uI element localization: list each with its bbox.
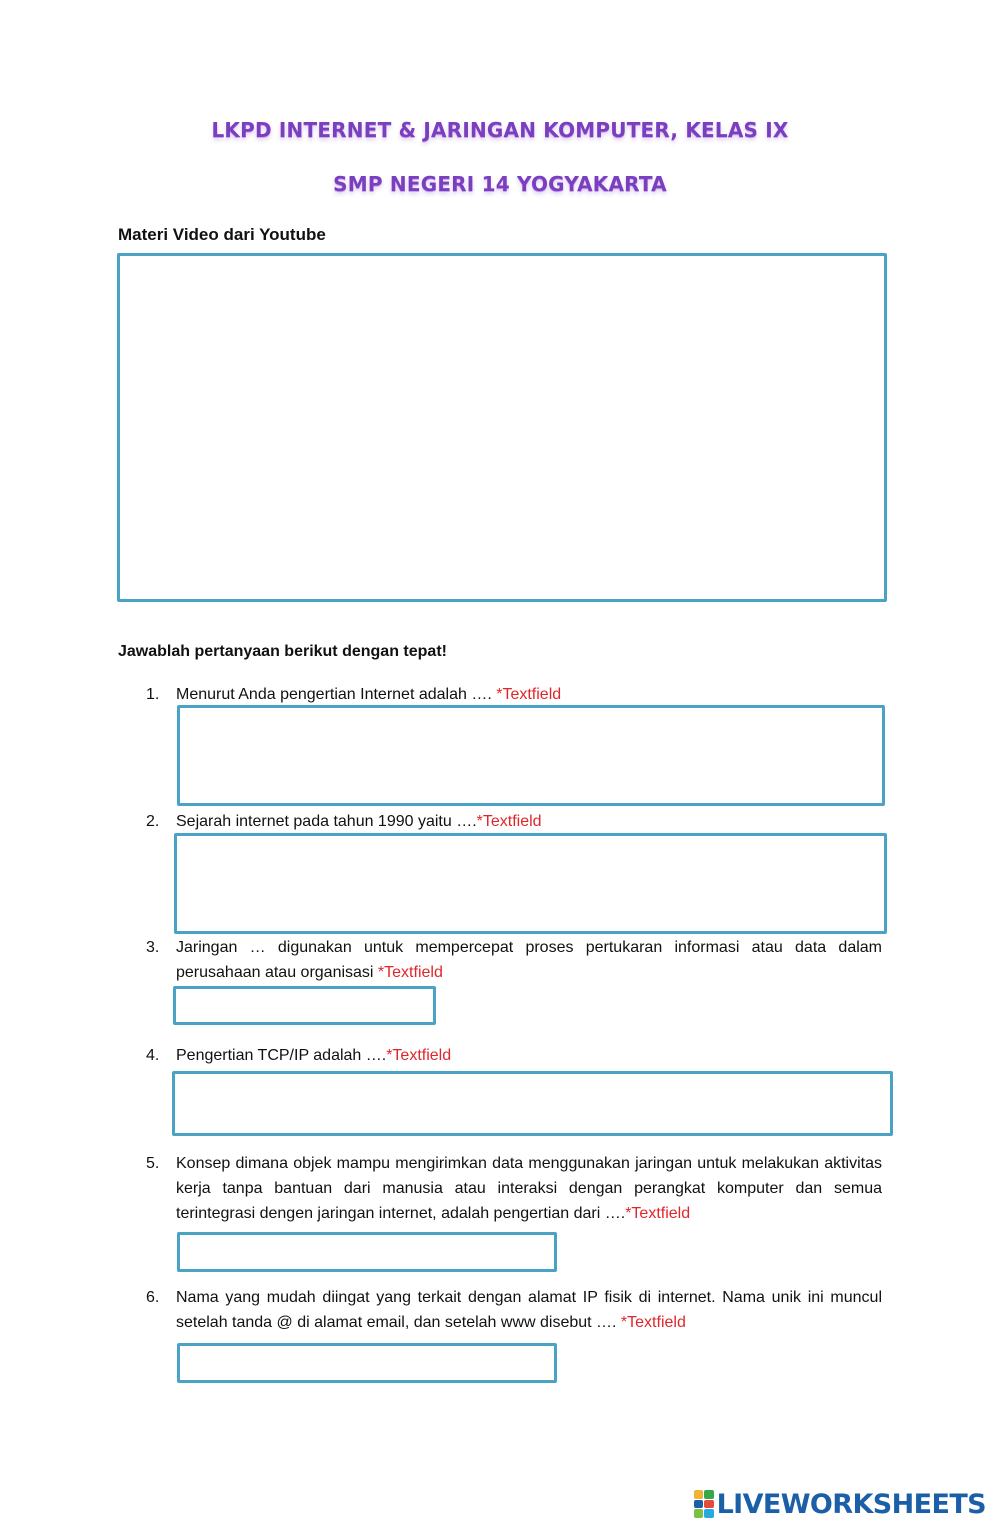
textfield-tag: *Textfield [476, 813, 542, 830]
school-name: SMP NEGERI 14 YOGYAKARTA [333, 172, 667, 196]
logo-tile [704, 1490, 714, 1499]
logo-tile [694, 1509, 704, 1518]
question-text [176, 1043, 882, 1068]
question-text [176, 1285, 882, 1335]
answer-field-5[interactable] [177, 1232, 557, 1272]
answer-field-4[interactable] [172, 1071, 893, 1136]
question-prompt: Konsep dimana objek mampu mengirimkan data menggunakan jaringan untuk melakukan aktivitas kerja tanpa bantuan dari manusia atau interaksi dengan perangkat komputer dan semua terintegrasi dengen jaringan internet, adalah pengertian dari …. [176, 1155, 882, 1222]
textfield-tag: *Textfield [496, 686, 562, 703]
video-embed-area[interactable] [117, 253, 887, 602]
answer-field-1[interactable] [177, 705, 885, 806]
question-1 [146, 682, 882, 707]
question-5 [146, 1151, 882, 1226]
textfield-tag: *Textfield [625, 1205, 691, 1222]
logo-text: LIVEWORKSHEETS [716, 1488, 986, 1520]
textfield-tag: *Textfield [386, 1047, 452, 1064]
question-number: 5. [146, 1155, 160, 1172]
question-text [176, 935, 882, 985]
textfield-tag: *Textfield [620, 1314, 686, 1331]
worksheet-title: LKPD INTERNET & JARINGAN KOMPUTER, KELAS IX [211, 118, 789, 142]
answer-field-2[interactable] [174, 833, 887, 934]
question-prompt: Pengertian TCP/IP adalah …. [176, 1047, 387, 1064]
question-2 [146, 809, 882, 834]
question-3 [146, 935, 882, 985]
liveworksheets-icon [694, 1490, 714, 1518]
textfield-tag: *Textfield [377, 964, 443, 981]
logo-tile [694, 1500, 704, 1509]
question-prompt: Sejarah internet pada tahun 1990 yaitu …. [176, 813, 477, 830]
question-6 [146, 1285, 882, 1335]
logo-tile [704, 1509, 714, 1518]
instruction-text: Jawablah pertanyaan berikut dengan tepat! [118, 643, 447, 660]
question-prompt: Jaringan … digunakan untuk mempercepat proses pertukaran informasi atau data dalam perusahaan atau organisasi [176, 939, 882, 981]
question-text [176, 1151, 882, 1226]
question-number: 2. [146, 813, 160, 830]
question-text [176, 809, 882, 834]
logo-tile [694, 1490, 704, 1499]
question-text [176, 682, 882, 707]
logo-tile [704, 1500, 714, 1509]
answer-field-6[interactable] [177, 1343, 557, 1383]
question-number: 3. [146, 939, 160, 956]
question-number: 4. [146, 1047, 160, 1064]
question-prompt: Menurut Anda pengertian Internet adalah …. [176, 686, 497, 703]
video-section-label: Materi Video dari Youtube [118, 225, 326, 244]
answer-field-3[interactable] [173, 986, 436, 1025]
question-4 [146, 1043, 882, 1068]
question-number: 6. [146, 1289, 160, 1306]
liveworksheets-logo [694, 1486, 986, 1522]
question-prompt: Nama yang mudah diingat yang terkait dengan alamat IP fisik di internet. Nama unik ini muncul setelah tanda @ di alamat email, dan setelah www disebut …. [176, 1289, 882, 1331]
question-number: 1. [146, 686, 160, 703]
